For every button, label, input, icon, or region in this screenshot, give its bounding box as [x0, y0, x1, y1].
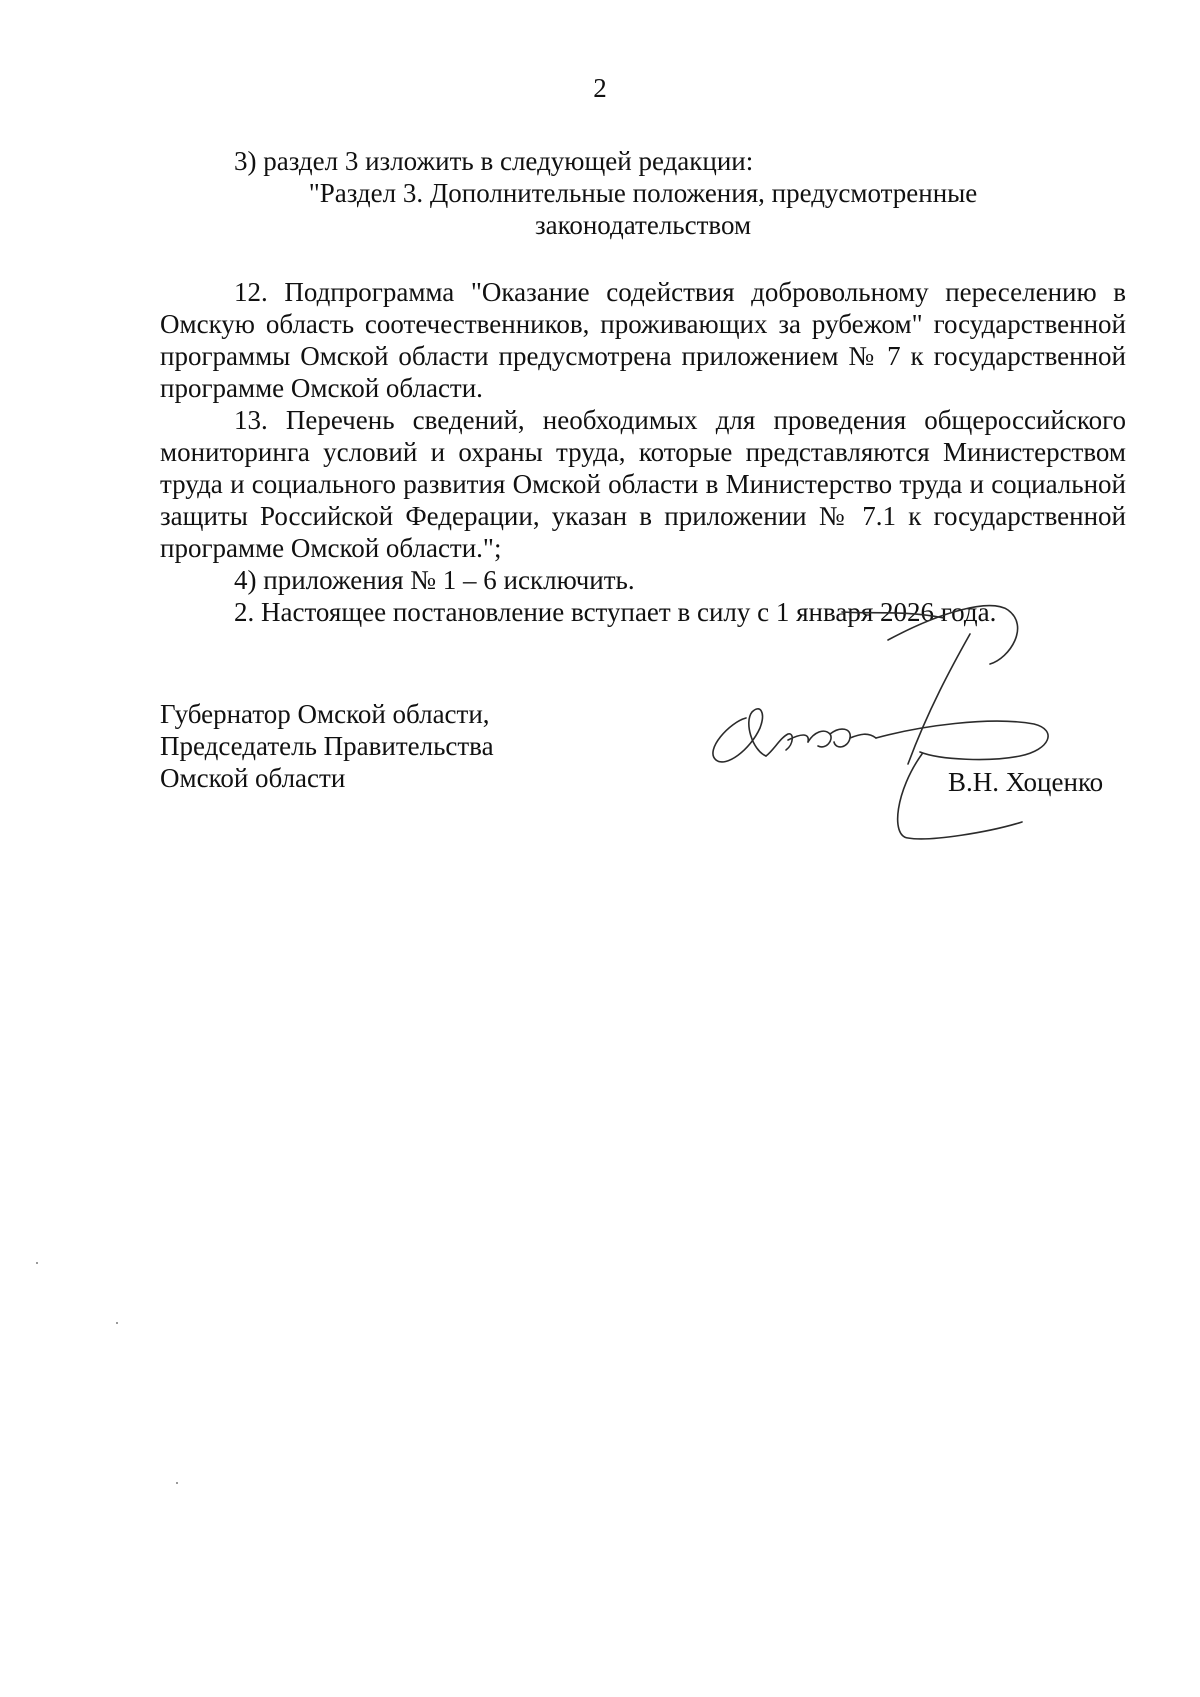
effective-date-paragraph: 2. Настоящее постановление вступает в силу с 1 января 2026 года. [234, 597, 997, 627]
page-number: 2 [593, 73, 607, 103]
amendment-item-3 [160, 145, 1126, 241]
handwritten-signature [690, 600, 1110, 840]
paragraph-12: 12. Подпрограмма "Оказание содействия добровольному переселению в Омскую область соотечественников, проживающих за рубежом" государственной программы Омской области предусмотрена приложением № 7 к государственной программе Омской области. [160, 277, 1126, 403]
section-heading-line-1: "Раздел 3. Дополнительные положения, предусмотренные [308, 178, 978, 208]
signatory-title-line-3: Омской области [160, 763, 346, 793]
signatory-title [160, 698, 494, 794]
paragraph-13: 13. Перечень сведений, необходимых для проведения общероссийского мониторинга условий и охраны труда, которые представляются Министерством труда и социального развития Омской области в Министерство труда и социальной защиты Российской Федерации, указан в приложении № 7.1 к государственной программе Омской области."; [160, 405, 1126, 563]
scan-artifact [176, 1482, 178, 1484]
signatory-title-line-2: Председатель Правительства [160, 731, 494, 761]
section-heading-line-2: законодательством [534, 210, 752, 240]
signatory-title-line-1: Губернатор Омской области, [160, 699, 490, 729]
item-3-text: 3) раздел 3 изложить в следующей редакции: [234, 146, 754, 176]
scan-artifact [116, 1322, 118, 1324]
item-4-text: 4) приложения № 1 – 6 исключить. [234, 565, 635, 595]
main-body [160, 276, 1126, 628]
scan-artifact [36, 1262, 38, 1264]
signer-name: В.Н. Хоценко [948, 767, 1104, 797]
